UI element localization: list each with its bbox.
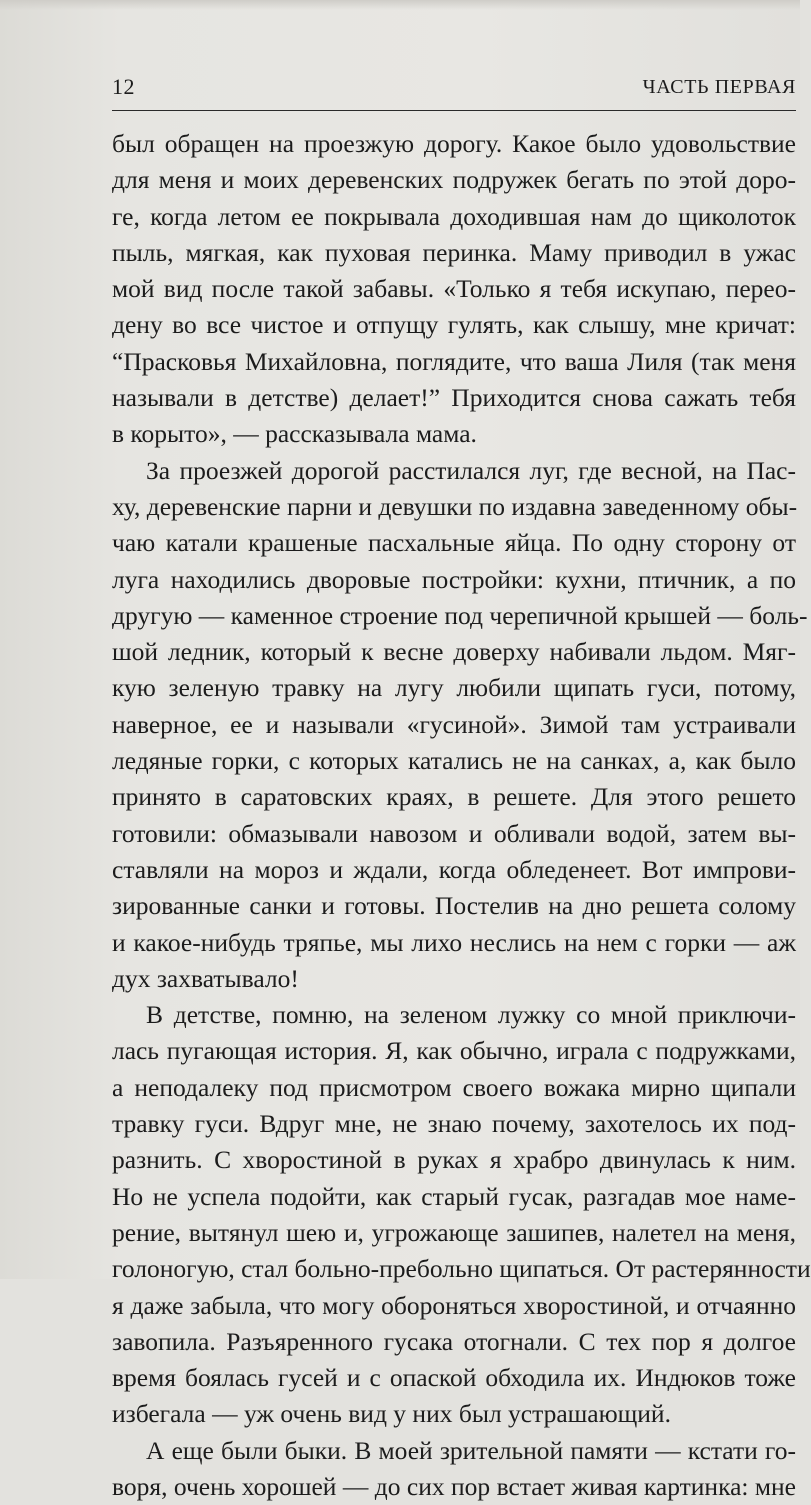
text-line: зированные санки и готовы. Постелив на дно решета солому <box>112 891 796 921</box>
body-text <box>112 126 811 1505</box>
page-header <box>112 74 796 104</box>
text-line: я даже забыла, что могу обороняться хворостиной, и отчаянно <box>112 1290 796 1320</box>
text-line: шой ледник, который к весне доверху набивали льдом. Мяг- <box>112 637 796 667</box>
text-line: мой вид после такой забавы. «Только я тебя искупаю, переo- <box>112 274 796 304</box>
text-line: чаю катали крашеные пасхальные яйца. По одну сторону от <box>112 528 796 558</box>
text-line: другую — каменное строение под черепичной крышей — боль- <box>112 600 808 630</box>
text-line: Но не успела подойти, как старый гусак, разгадав мое наме- <box>112 1181 796 1211</box>
text-line: ставляли на мороз и ждали, когда обледенеет. Вот импрови- <box>112 854 796 884</box>
text-line: в корыто», — рассказывала мама. <box>112 419 477 449</box>
text-line: и какое-нибудь тряпье, мы лихо неслись на нем с горки — аж <box>112 927 796 957</box>
text-line: лась пугающая история. Я, как обычно, играла с подружками, <box>112 1036 796 1066</box>
text-line: пыль, мягкая, как пуховая перинка. Маму приводил в ужас <box>112 237 796 267</box>
page-number: 12 <box>112 74 135 99</box>
text-line: кую зеленую травку на лугу любили щипать гуси, потому, <box>112 673 796 703</box>
text-line: завопила. Разъяренного гусака отогнали. С тех пор я долгое <box>112 1326 796 1356</box>
text-line: ге, когда летом ее покрывала доходившая нам до щиколоток <box>112 201 796 231</box>
text-line: называли в детстве) делает!” Приходится снова сажать тебя <box>112 383 796 413</box>
page-top-shadow <box>0 0 800 10</box>
text-line: для меня и моих деревенских подружек бегать по этой доро- <box>112 165 796 195</box>
text-line: За проезжей дорогой расстилался луг, где весной, на Пас- <box>146 455 796 485</box>
text-line: луга находились дворовые постройки: кухни, птичник, а по <box>112 564 796 594</box>
text-line: был обращен на проезжую дорогу. Какое было удовольствие <box>112 129 796 158</box>
text-line: ледяные горки, с которых катались не на санках, а, как было <box>112 746 796 776</box>
text-line: “Прасковья Михайловна, поглядите, что ваша Лиля (так меня <box>112 346 796 376</box>
text-line: рение, вытянул шею и, угрожающе зашипев, налетел на меня, <box>112 1217 796 1247</box>
text-line: принято в саратовских краях, в решете. Для этого решето <box>112 782 796 812</box>
running-head: ЧАСТЬ ПЕРВАЯ <box>642 76 796 98</box>
text-line: дух захватывало! <box>112 963 299 993</box>
text-line: голоногую, стал больно-пребольно щипаться. От растерянности <box>112 1254 811 1284</box>
text-line: воря, очень хорошей — до сих пор встает живая картинка: мне <box>112 1471 796 1501</box>
text-line: травку гуси. Вдруг мне, не знаю почему, захотелось их под- <box>112 1109 796 1139</box>
text-line: избегала — уж очень вид у них был устрашающий. <box>112 1399 671 1429</box>
text-line: время боялась гусей и с опаской обходила их. Индюков тоже <box>112 1363 796 1393</box>
text-line: а неподалеку под присмотром своего вожака мирно щипали <box>112 1072 796 1102</box>
text-line: А еще были быки. В моей зрительной памяти — кстати го- <box>146 1435 796 1465</box>
text-line: В детстве, помню, на зеленом лужку со мной приключи- <box>146 1000 796 1030</box>
text-line: готовили: обмазывали навозом и обливали водой, затем вы- <box>112 818 796 848</box>
text-line: разнить. С хворостиной в руках я храбро двинулась к ним. <box>112 1145 796 1175</box>
text-line: дену во все чистое и отпущу гулять, как слышу, мне кричат: <box>112 310 796 340</box>
text-line: наверное, ее и называли «гусиной». Зимой там устраивали <box>112 709 796 739</box>
header-rule <box>112 110 796 111</box>
text-line: ху, деревенские парни и девушки по издавна заведенному обы- <box>112 491 798 521</box>
